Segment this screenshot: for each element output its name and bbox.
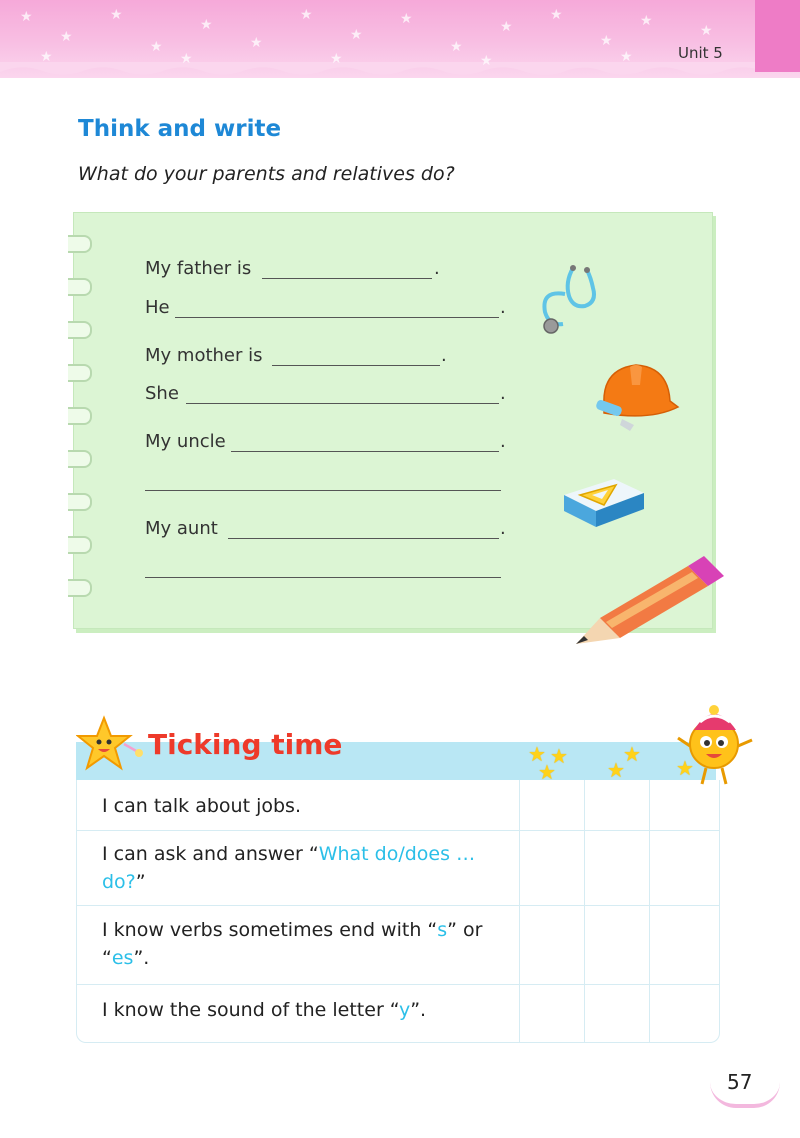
highlight-text: s [437, 919, 448, 941]
line-mother-suffix: . [441, 345, 447, 366]
decorative-star-icon: ★ [20, 9, 33, 25]
decorative-star-icon: ★ [40, 49, 53, 65]
line-father-blank[interactable] [262, 278, 432, 279]
decorative-star-icon: ★ [60, 29, 73, 45]
line-mother-blank[interactable] [272, 365, 440, 366]
tick-cell[interactable] [585, 782, 647, 830]
row-divider [77, 905, 719, 906]
line-she-suffix: . [500, 383, 506, 404]
section-title: Think and write [78, 116, 282, 142]
highlight-text: y [398, 999, 411, 1021]
binder-ring [68, 407, 92, 425]
row-text-part: I can talk about jobs. [102, 795, 301, 817]
tick-cell[interactable] [520, 782, 582, 830]
decorative-star-icon: ★ [300, 7, 313, 23]
star-icon: ★ [538, 760, 556, 784]
decorative-star-icon: ★ [450, 39, 463, 55]
binder-ring [68, 579, 92, 597]
line-uncle-blank-2[interactable] [145, 490, 501, 491]
decorative-star-icon: ★ [200, 17, 213, 33]
row-text-part: ” or “ [102, 919, 483, 969]
binder-ring [68, 493, 92, 511]
row-divider [77, 830, 719, 831]
line-uncle-blank[interactable] [231, 451, 499, 452]
ticking-time-section [76, 700, 720, 1045]
binder-ring [68, 364, 92, 382]
highlight-text: es [111, 947, 134, 969]
row-text-part: ”. [133, 947, 150, 969]
decorative-star-icon: ★ [330, 51, 343, 67]
tick-cell[interactable] [650, 782, 712, 830]
star-icon: ★ [676, 756, 694, 780]
ticking-row-3 [102, 916, 512, 972]
line-uncle-suffix: . [500, 431, 506, 452]
line-uncle-prefix: My uncle [145, 431, 226, 452]
hard-hat-icon [590, 355, 682, 435]
star-mascot-icon [76, 714, 146, 776]
row-divider [77, 984, 719, 985]
unit-label: Unit 5 [678, 44, 723, 62]
binder-ring [68, 278, 92, 296]
decorative-star-icon: ★ [400, 11, 413, 27]
banner-torn-edge [0, 62, 800, 84]
highlight-text: What do/does … do? [102, 843, 476, 893]
ticking-row-1 [102, 792, 522, 820]
binder-ring [68, 536, 92, 554]
decorative-star-icon: ★ [250, 35, 263, 51]
line-aunt-prefix: My aunt [145, 518, 218, 539]
book-ruler-icon [560, 475, 648, 537]
line-aunt-suffix: . [500, 518, 506, 539]
row-text-part: ”. [410, 999, 427, 1021]
decorative-star-icon: ★ [480, 53, 493, 69]
pencil-icon [570, 552, 730, 650]
line-aunt-blank-2[interactable] [145, 577, 501, 578]
line-she-blank[interactable] [186, 403, 499, 404]
unit-tab [755, 0, 800, 72]
star-icon: ★ [623, 742, 641, 766]
decorative-star-icon: ★ [150, 39, 163, 55]
row-text-part: I can ask and answer “ [102, 843, 319, 865]
star-icon: ★ [607, 758, 625, 782]
line-he-blank[interactable] [175, 317, 499, 318]
ticking-row-2 [102, 840, 502, 896]
decorative-star-icon: ★ [110, 7, 123, 23]
ticking-title: Ticking time [148, 728, 343, 761]
decorative-star-icon: ★ [350, 27, 363, 43]
decorative-star-icon: ★ [620, 49, 633, 65]
page-number: 57 [727, 1070, 753, 1094]
line-aunt-blank[interactable] [228, 538, 499, 539]
decorative-star-icon: ★ [640, 13, 653, 29]
decorative-star-icon: ★ [550, 7, 563, 23]
decorative-star-icon: ★ [700, 23, 713, 39]
row-text-part: I know the sound of the letter “ [102, 999, 399, 1021]
star-icon: ★ [550, 744, 568, 768]
row-text-part: ” [135, 871, 146, 893]
line-she-prefix: She [145, 383, 179, 404]
row-text-part: I know verbs sometimes end with “ [102, 919, 438, 941]
decorative-star-icon: ★ [600, 33, 613, 49]
line-mother-prefix: My mother is [145, 345, 263, 366]
line-father-prefix: My father is [145, 258, 252, 279]
binder-ring [68, 235, 92, 253]
section-question: What do your parents and relatives do? [78, 163, 455, 185]
decorative-star-icon: ★ [500, 19, 513, 35]
line-father-suffix: . [434, 258, 440, 279]
star-icon: ★ [528, 742, 546, 766]
binder-ring [68, 450, 92, 468]
stethoscope-icon [535, 262, 605, 340]
binder-ring [68, 321, 92, 339]
decorative-star-icon: ★ [180, 51, 193, 67]
line-he-suffix: . [500, 297, 506, 318]
line-he-prefix: He [145, 297, 170, 318]
ticking-row-4 [102, 996, 522, 1024]
